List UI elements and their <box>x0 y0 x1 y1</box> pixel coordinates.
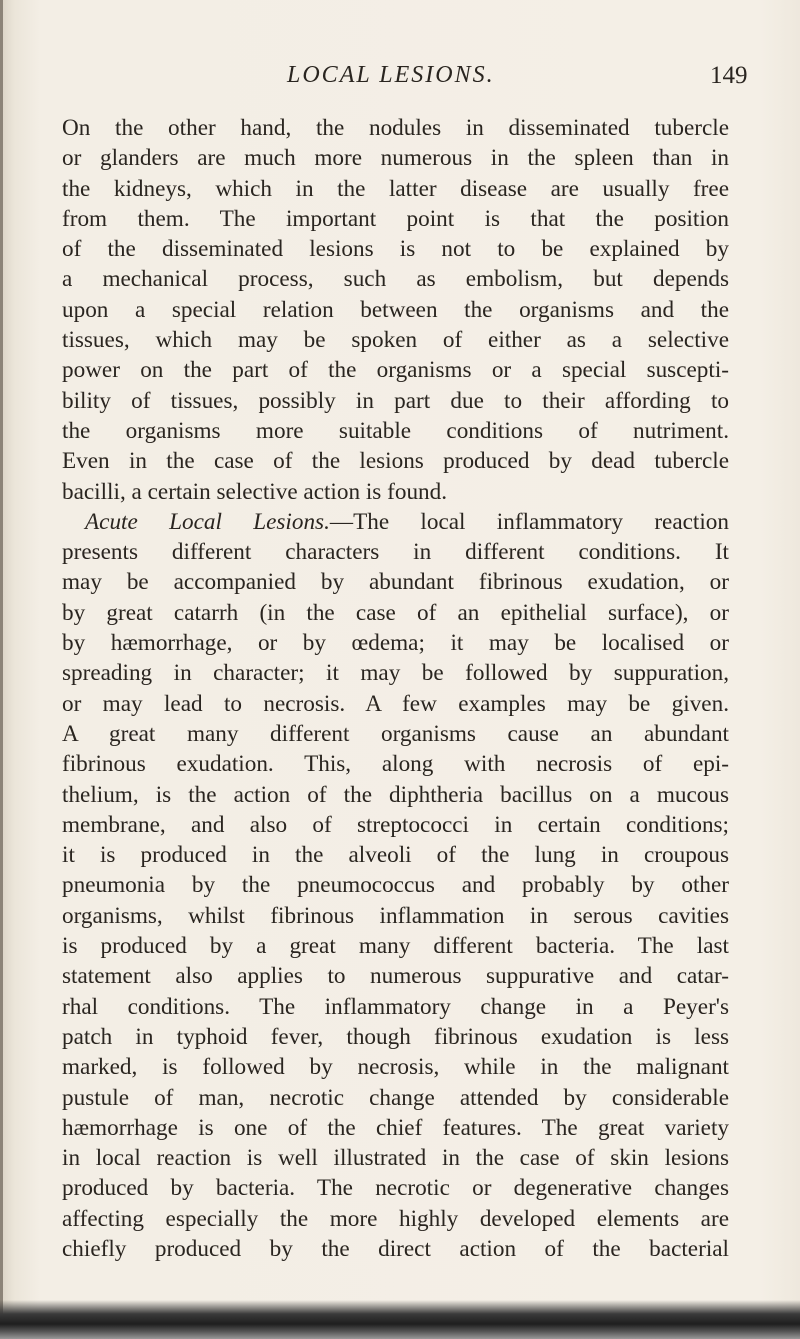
text-line: by great catarrh (in the case of an epithelial surface), or <box>62 599 729 626</box>
section-first-line-text: —The local inflammatory reaction <box>329 508 729 535</box>
text-line: hæmorrhage is one of the chief features. The great variety <box>62 1114 729 1141</box>
text-line: pneumonia by the pneumococcus and probably by other <box>62 872 729 899</box>
text-line: the organisms more suitable conditions of nutriment. <box>62 417 729 444</box>
text-line: affecting especially the more highly developed elements are <box>62 1205 729 1232</box>
running-title: LOCAL LESIONS. <box>287 62 495 88</box>
text-line: it is produced in the alveoli of the lung in croupous <box>62 842 729 869</box>
text-line: produced by bacteria. The necrotic or degenerative changes <box>62 1175 729 1202</box>
text-line: tissues, which may be spoken of either as a selective <box>62 327 729 354</box>
text-line: in local reaction is well illustrated in the case of skin lesions <box>62 1145 729 1172</box>
text-line: A great many different organisms cause an abundant <box>62 720 729 747</box>
text-line: rhal conditions. The inflammatory change in a Peyer's <box>62 993 729 1020</box>
text-line: bacilli, a certain selective action is found. <box>62 478 448 505</box>
text-line: a mechanical process, such as embolism, but depends <box>62 266 729 293</box>
text-line: marked, is followed by necrosis, while in the malignant <box>62 1054 729 1081</box>
text-line: by hæmorrhage, or by œdema; it may be localised or <box>62 630 729 657</box>
text-line: organisms, whilst fibrinous inflammation in serous cavities <box>62 902 729 929</box>
text-line: Even in the case of the lesions produced by dead tubercle <box>62 448 729 475</box>
page-number: 149 <box>710 62 748 89</box>
body-text <box>62 113 729 1264</box>
section-first-line <box>62 507 729 537</box>
text-line: bility of tissues, possibly in part due to their affording to <box>62 387 729 414</box>
text-line: statement also applies to numerous suppurative and catar- <box>62 963 729 990</box>
text-line: from them. The important point is that the position <box>62 205 729 232</box>
text-line: pustule of man, necrotic change attended by considerable <box>62 1084 729 1111</box>
text-line: may be accompanied by abundant fibrinous exudation, or <box>62 569 729 596</box>
running-head <box>0 62 800 102</box>
text-line: presents different characters in different conditions. It <box>62 539 729 566</box>
scan-bottom-edge <box>0 1300 800 1339</box>
text-line: On the other hand, the nodules in disseminated tubercle <box>62 115 729 141</box>
text-line: patch in typhoid fever, though fibrinous exudation is less <box>62 1023 729 1050</box>
text-line: the kidneys, which in the latter disease are usually free <box>62 175 729 202</box>
text-line: thelium, is the action of the diphtheria bacillus on a mucous <box>62 781 729 808</box>
text-line: membrane, and also of streptococci in certain conditions; <box>62 811 729 838</box>
page-gutter-edge <box>0 0 3 1339</box>
text-line: chiefly produced by the direct action of the bacterial <box>62 1235 729 1262</box>
text-line: spreading in character; it may be followed by suppuration, <box>62 660 729 687</box>
section-heading: Acute Local Lesions. <box>85 508 330 535</box>
text-line: or glanders are much more numerous in the spleen than in <box>62 145 729 172</box>
text-line: upon a special relation between the organisms and the <box>62 296 729 323</box>
text-line: of the disseminated lesions is not to be explained by <box>62 236 729 263</box>
text-line: or may lead to necrosis. A few examples may be given. <box>62 690 729 717</box>
text-line: is produced by a great many different bacteria. The last <box>62 933 729 960</box>
text-line: fibrinous exudation. This, along with necrosis of epi- <box>62 751 729 778</box>
text-line: power on the part of the organisms or a special suscepti- <box>62 357 729 384</box>
